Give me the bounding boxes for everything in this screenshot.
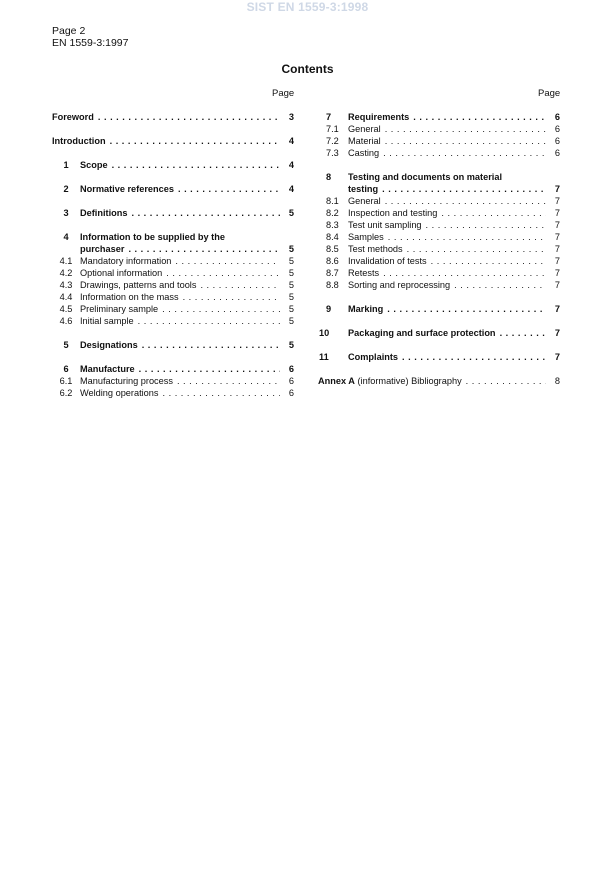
toc-leader-dots [382,183,546,195]
toc-leader-dots [387,303,546,315]
toc-spacer [52,195,294,207]
toc-entry-number: 4 [63,232,69,242]
toc-entry[interactable] [318,267,560,279]
page-header [52,25,128,49]
toc-entry-page: 6 [554,148,560,158]
toc-entry-title: Inspection and testing [348,208,438,218]
toc-entry-number: 6.2 [59,388,73,398]
toc-right-column [318,111,560,387]
toc-entry-title: Complaints [348,352,399,362]
toc-entry[interactable] [318,147,560,159]
toc-entry[interactable] [52,279,294,291]
toc-entry[interactable] [318,231,560,243]
toc-entry-page: 5 [288,316,294,326]
toc-leader-dots [166,267,280,279]
toc-entry[interactable] [318,123,560,135]
toc-entry[interactable] [52,183,294,195]
toc-leader-dots [383,147,546,159]
toc-entry[interactable] [52,267,294,279]
toc-spacer [318,363,560,375]
toc-entry-number: 8.6 [326,256,339,266]
toc-entry-title: Packaging and surface protection [348,328,496,338]
toc-entry-number: 5 [63,340,69,350]
toc-entry-title: Drawings, patterns and tools [80,280,197,290]
toc-entry-title: Marking [348,304,384,314]
toc-entry-number: 2 [63,184,69,194]
toc-entry[interactable] [318,279,560,291]
toc-leader-dots [431,255,546,267]
toc-leader-dots [138,315,280,327]
toc-entry-title: Information to be supplied by the [80,232,225,242]
toc-entry[interactable] [318,243,560,255]
toc-leader-dots [110,135,280,147]
toc-entry-page: 6 [554,112,560,122]
toc-entry-page: 4 [288,136,294,146]
toc-entry[interactable] [318,351,560,363]
toc-spacer [52,171,294,183]
toc-entry[interactable] [52,375,294,387]
toc-entry-page: 5 [288,304,294,314]
toc-entry[interactable] [318,183,560,195]
toc-entry-number: 8.3 [326,220,339,230]
toc-entry-title: General [348,196,381,206]
toc-leader-dots [426,219,546,231]
toc-entry-page: 6 [554,124,560,134]
toc-entry-number: 4.3 [59,280,73,290]
toc-left-column [52,111,294,399]
toc-spacer [52,123,294,135]
toc-entry-number: 7.1 [326,124,339,134]
toc-leader-dots [175,255,280,267]
toc-entry-number: 8.8 [326,280,339,290]
toc-entry-number: 6 [63,364,69,374]
toc-entry[interactable] [52,339,294,351]
toc-entry-title: Definitions [80,208,128,218]
toc-entry[interactable] [52,303,294,315]
toc-entry[interactable] [318,135,560,147]
toc-entry-number: 7.2 [326,136,339,146]
toc-spacer [52,327,294,339]
toc-leader-dots [142,339,280,351]
toc-entry-title: Initial sample [80,316,134,326]
toc-entry[interactable] [318,207,560,219]
toc-entry-title: Sorting and reprocessing [348,280,451,290]
toc-entry[interactable] [52,387,294,399]
toc-spacer [318,315,560,327]
toc-entry-page: 7 [554,256,560,266]
toc-entry-number: 11 [319,352,329,362]
toc-spacer [318,339,560,351]
toc-entry-title: Manufacturing process [80,376,173,386]
toc-entry-number: 6.1 [59,376,73,386]
toc-entry-page: 6 [288,376,294,386]
toc-entry-page: 5 [288,208,294,218]
toc-entry[interactable] [52,243,294,255]
toc-entry-number: 8.4 [326,232,339,242]
toc-entry-title: General [348,124,381,134]
toc-leader-dots [98,111,280,123]
toc-entry-title: Retests [348,268,380,278]
toc-entry[interactable] [318,171,560,183]
toc-leader-dots [183,291,280,303]
toc-leader-dots [131,207,280,219]
toc-entry-title: Casting [348,148,380,158]
toc-leader-dots [162,303,280,315]
watermark: SIST EN 1559-3:1998 [246,0,369,14]
toc-entry-number: 9 [326,304,332,314]
toc-entry-page: 5 [288,268,294,278]
toc-entry-title: Annex A (informative) Bibliography [318,376,462,386]
toc-entry[interactable] [52,255,294,267]
toc-entry[interactable] [52,207,294,219]
toc-entry-number: 1 [63,160,69,170]
toc-entry-page: 7 [554,268,560,278]
toc-entry-page: 7 [554,280,560,290]
toc-entry-page: 5 [288,280,294,290]
toc-leader-dots [139,363,280,375]
toc-entry-page: 7 [554,208,560,218]
toc-entry-page: 6 [288,388,294,398]
toc-leader-dots [402,351,546,363]
toc-entry[interactable] [318,255,560,267]
toc-leader-dots [383,267,546,279]
toc-entry-number: 4.6 [59,316,73,326]
toc-leader-dots [385,195,546,207]
toc-entry-number: 8.2 [326,208,339,218]
toc-entry-title: Test methods [348,244,403,254]
page-column-label-left: Page [272,88,295,99]
toc-leader-dots [385,123,546,135]
toc-entry-number: 8.7 [326,268,339,278]
toc-leader-dots [500,327,546,339]
toc-entry-title: Material [348,136,381,146]
toc-entry[interactable] [318,327,560,339]
toc-entry-number: 8 [326,172,332,182]
toc-entry-page: 7 [554,328,560,338]
toc-entry-number: 10 [319,328,330,338]
toc-entry-page: 7 [554,352,560,362]
toc-entry-page: 4 [288,160,294,170]
toc-leader-dots [128,243,280,255]
toc-entry-number: 7 [326,112,332,122]
toc-leader-dots [454,279,546,291]
toc-entry[interactable] [52,135,294,147]
toc-leader-dots [413,111,546,123]
toc-entry-title: Requirements [348,112,410,122]
toc-entry-title: Test unit sampling [348,220,422,230]
toc-entry[interactable] [318,111,560,123]
toc-leader-dots [441,207,546,219]
toc-spacer [318,159,560,171]
standard-id: EN 1559-3:1997 [52,37,129,49]
toc-entry-title: Samples [348,232,384,242]
toc-entry-title: Invalidation of tests [348,256,427,266]
toc-entry-number: 3 [63,208,69,218]
toc-leader-dots [177,375,280,387]
toc-entry-title: Optional information [80,268,163,278]
toc-leader-dots [407,243,546,255]
toc-entry-title: purchaser [80,244,125,254]
toc-entry-title: Testing and documents on material [348,172,502,182]
toc-leader-dots [388,231,546,243]
toc-entry[interactable] [318,219,560,231]
toc-entry-title: Introduction [52,136,106,146]
page-number: Page 2 [52,25,86,37]
toc-entry[interactable] [52,159,294,171]
toc-entry-title: testing [348,184,379,194]
toc-leader-dots [112,159,280,171]
toc-entry-title: Preliminary sample [80,304,159,314]
toc-leader-dots [466,375,546,387]
toc-entry[interactable] [52,111,294,123]
toc-entry-title: Welding operations [80,388,159,398]
toc-entry[interactable] [318,303,560,315]
toc-entry-title: Foreword [52,112,94,122]
toc-entry-title: Designations [80,340,138,350]
toc-entry-page: 6 [288,364,294,374]
toc-entry-number: 4.1 [59,256,73,266]
toc-entry-page: 6 [554,136,560,146]
toc-entry-page: 7 [554,220,560,230]
page-title: Contents [281,62,334,76]
toc-entry-page: 5 [288,340,294,350]
toc-entry-page: 7 [554,184,560,194]
toc-leader-dots [385,135,546,147]
toc-entry[interactable] [52,363,294,375]
toc-entry[interactable] [318,375,560,387]
toc-entry-title: Mandatory information [80,256,172,266]
toc-entry-page: 8 [554,376,560,386]
toc-spacer [318,291,560,303]
toc-leader-dots [200,279,280,291]
toc-entry-title: Manufacture [80,364,135,374]
toc-entry[interactable] [52,231,294,243]
toc-entry-number: 7.3 [326,148,339,158]
toc-entry-page: 4 [288,184,294,194]
toc-entry-number: 4.2 [59,268,73,278]
toc-leader-dots [162,387,280,399]
toc-entry[interactable] [52,291,294,303]
page-column-label-right: Page [538,88,561,99]
toc-entry-number: 8.1 [326,196,339,206]
toc-leader-dots [178,183,280,195]
toc-entry-page: 5 [288,256,294,266]
toc-entry-number: 8.5 [326,244,339,254]
toc-spacer [52,147,294,159]
toc-entry-page: 7 [554,244,560,254]
toc-entry-page: 7 [554,304,560,314]
toc-spacer [52,351,294,363]
toc-entry[interactable] [318,195,560,207]
toc-entry-page: 7 [554,196,560,206]
toc-entry-page: 5 [288,244,294,254]
toc-entry-page: 7 [554,232,560,242]
toc-entry-number: 4.4 [59,292,73,302]
toc-entry-page: 5 [288,292,294,302]
toc-entry-title: Normative references [80,184,174,194]
toc-entry-title: Scope [80,160,108,170]
toc-entry-page: 3 [288,112,294,122]
toc-spacer [52,219,294,231]
toc-entry[interactable] [52,315,294,327]
toc-entry-title: Information on the mass [80,292,179,302]
toc-entry-number: 4.5 [59,304,73,314]
